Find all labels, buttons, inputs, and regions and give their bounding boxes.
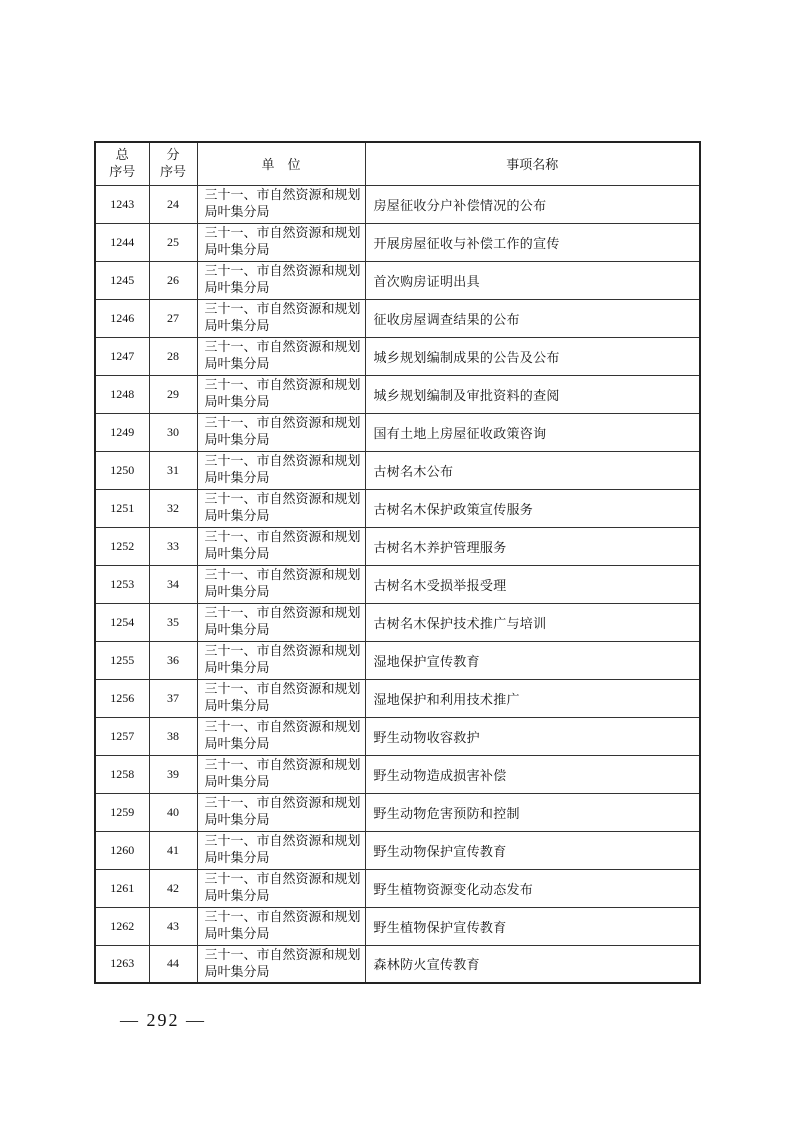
sub-number-cell: 36 [149, 641, 197, 679]
service-items-table [94, 141, 701, 984]
sub-number-cell: 31 [149, 451, 197, 489]
item-name-cell: 野生动物保护宣传教育 [365, 831, 700, 869]
sub-number-cell: 24 [149, 185, 197, 223]
unit-cell: 三十一、市自然资源和规划局叶集分局 [197, 337, 365, 375]
unit-cell: 三十一、市自然资源和规划局叶集分局 [197, 793, 365, 831]
total-number-cell: 1262 [95, 907, 149, 945]
item-name-cell: 森林防火宣传教育 [365, 945, 700, 983]
total-number-cell: 1252 [95, 527, 149, 565]
page-number: — 292 — [120, 1010, 206, 1030]
item-name-cell: 野生植物保护宣传教育 [365, 907, 700, 945]
total-number-cell: 1257 [95, 717, 149, 755]
table-row [95, 679, 700, 717]
unit-cell: 三十一、市自然资源和规划局叶集分局 [197, 603, 365, 641]
total-number-cell: 1246 [95, 299, 149, 337]
sub-number-cell: 41 [149, 831, 197, 869]
item-name-cell: 野生动物造成损害补偿 [365, 755, 700, 793]
header-total-number: 总 序号 [95, 142, 149, 185]
table-row [95, 869, 700, 907]
unit-cell: 三十一、市自然资源和规划局叶集分局 [197, 527, 365, 565]
total-number-cell: 1255 [95, 641, 149, 679]
sub-number-cell: 39 [149, 755, 197, 793]
sub-number-cell: 25 [149, 223, 197, 261]
sub-number-cell: 38 [149, 717, 197, 755]
total-number-cell: 1245 [95, 261, 149, 299]
unit-cell: 三十一、市自然资源和规划局叶集分局 [197, 945, 365, 983]
table-row [95, 755, 700, 793]
unit-cell: 三十一、市自然资源和规划局叶集分局 [197, 907, 365, 945]
table-row [95, 337, 700, 375]
unit-cell: 三十一、市自然资源和规划局叶集分局 [197, 451, 365, 489]
total-number-cell: 1250 [95, 451, 149, 489]
table-row [95, 717, 700, 755]
item-name-cell: 房屋征收分户补偿情况的公布 [365, 185, 700, 223]
total-number-cell: 1248 [95, 375, 149, 413]
sub-number-cell: 33 [149, 527, 197, 565]
unit-cell: 三十一、市自然资源和规划局叶集分局 [197, 755, 365, 793]
table-row [95, 565, 700, 603]
table-row [95, 185, 700, 223]
total-number-cell: 1256 [95, 679, 149, 717]
unit-cell: 三十一、市自然资源和规划局叶集分局 [197, 831, 365, 869]
sub-number-cell: 32 [149, 489, 197, 527]
item-name-cell: 古树名木公布 [365, 451, 700, 489]
item-name-cell: 古树名木保护政策宣传服务 [365, 489, 700, 527]
total-number-cell: 1243 [95, 185, 149, 223]
table-row [95, 527, 700, 565]
table-row [95, 223, 700, 261]
table-row [95, 603, 700, 641]
unit-cell: 三十一、市自然资源和规划局叶集分局 [197, 717, 365, 755]
unit-cell: 三十一、市自然资源和规划局叶集分局 [197, 375, 365, 413]
item-name-cell: 古树名木保护技术推广与培训 [365, 603, 700, 641]
total-number-cell: 1253 [95, 565, 149, 603]
item-name-cell: 野生动物收容救护 [365, 717, 700, 755]
unit-cell: 三十一、市自然资源和规划局叶集分局 [197, 489, 365, 527]
total-number-cell: 1261 [95, 869, 149, 907]
unit-cell: 三十一、市自然资源和规划局叶集分局 [197, 413, 365, 451]
item-name-cell: 古树名木养护管理服务 [365, 527, 700, 565]
item-name-cell: 湿地保护和利用技术推广 [365, 679, 700, 717]
unit-cell: 三十一、市自然资源和规划局叶集分局 [197, 299, 365, 337]
item-name-cell: 城乡规划编制及审批资料的查阅 [365, 375, 700, 413]
sub-number-cell: 30 [149, 413, 197, 451]
sub-number-cell: 40 [149, 793, 197, 831]
total-number-cell: 1254 [95, 603, 149, 641]
unit-cell: 三十一、市自然资源和规划局叶集分局 [197, 185, 365, 223]
table-row [95, 299, 700, 337]
table-row [95, 375, 700, 413]
total-number-cell: 1260 [95, 831, 149, 869]
table-row [95, 831, 700, 869]
sub-number-cell: 44 [149, 945, 197, 983]
sub-number-cell: 34 [149, 565, 197, 603]
sub-number-cell: 35 [149, 603, 197, 641]
table-row [95, 945, 700, 983]
unit-cell: 三十一、市自然资源和规划局叶集分局 [197, 679, 365, 717]
sub-number-cell: 42 [149, 869, 197, 907]
item-name-cell: 湿地保护宣传教育 [365, 641, 700, 679]
table-row [95, 793, 700, 831]
item-name-cell: 国有土地上房屋征收政策咨询 [365, 413, 700, 451]
item-name-cell: 古树名木受损举报受理 [365, 565, 700, 603]
unit-cell: 三十一、市自然资源和规划局叶集分局 [197, 565, 365, 603]
header-unit: 单 位 [197, 142, 365, 185]
total-number-cell: 1247 [95, 337, 149, 375]
unit-cell: 三十一、市自然资源和规划局叶集分局 [197, 641, 365, 679]
table-row [95, 451, 700, 489]
total-number-cell: 1249 [95, 413, 149, 451]
sub-number-cell: 26 [149, 261, 197, 299]
table-row [95, 489, 700, 527]
item-name-cell: 野生动物危害预防和控制 [365, 793, 700, 831]
sub-number-cell: 27 [149, 299, 197, 337]
sub-number-cell: 37 [149, 679, 197, 717]
item-name-cell: 首次购房证明出具 [365, 261, 700, 299]
table-row [95, 413, 700, 451]
item-name-cell: 开展房屋征收与补偿工作的宣传 [365, 223, 700, 261]
total-number-cell: 1263 [95, 945, 149, 983]
sub-number-cell: 29 [149, 375, 197, 413]
table-row [95, 641, 700, 679]
total-number-cell: 1244 [95, 223, 149, 261]
unit-cell: 三十一、市自然资源和规划局叶集分局 [197, 223, 365, 261]
header-item-name: 事项名称 [365, 142, 700, 185]
total-number-cell: 1258 [95, 755, 149, 793]
table-row [95, 907, 700, 945]
total-number-cell: 1251 [95, 489, 149, 527]
sub-number-cell: 28 [149, 337, 197, 375]
table-header-row [95, 142, 700, 185]
table-row [95, 261, 700, 299]
unit-cell: 三十一、市自然资源和规划局叶集分局 [197, 261, 365, 299]
sub-number-cell: 43 [149, 907, 197, 945]
item-name-cell: 城乡规划编制成果的公告及公布 [365, 337, 700, 375]
total-number-cell: 1259 [95, 793, 149, 831]
item-name-cell: 野生植物资源变化动态发布 [365, 869, 700, 907]
unit-cell: 三十一、市自然资源和规划局叶集分局 [197, 869, 365, 907]
item-name-cell: 征收房屋调查结果的公布 [365, 299, 700, 337]
header-sub-number: 分 序号 [149, 142, 197, 185]
